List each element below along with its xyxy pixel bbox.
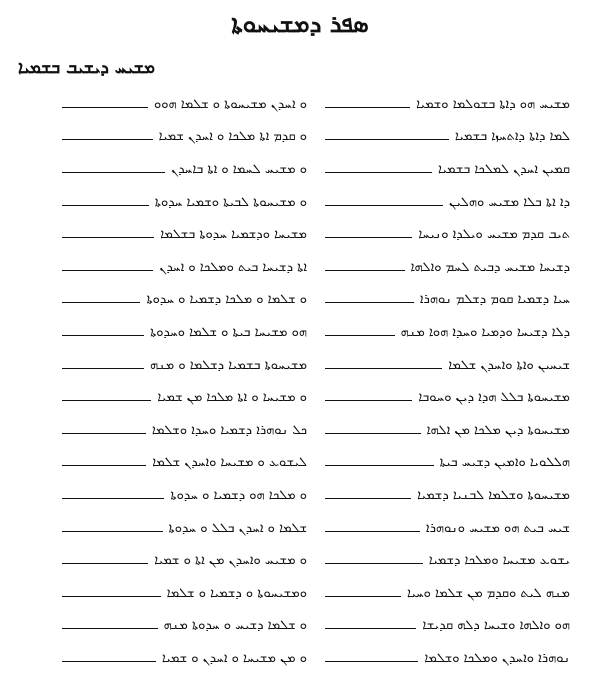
line-extension — [325, 661, 418, 662]
line-extension — [325, 172, 432, 173]
verse-text: ܩܡܝܢ ܐܚܕܢ ܠܡܠܟܐ ܒܫܡܝܐ — [438, 161, 570, 177]
verse-text: ܝܫܘܥ ܡܫܝܚܐ ܘܡܠܟܐ ܕܫܡܝܐ — [428, 553, 570, 569]
verse-text: ܠܝܫܘܥ ܘ ܡܫܝܚܐ ܘܐܚܕܢ ܫܠܡܐ — [152, 455, 307, 471]
line-extension — [325, 368, 442, 369]
verse-text: ܘ ܐܚܕܢ ܡܫܝܚܘܬܐ ܘ ܫܠܡܐ ܗܘܘ — [153, 96, 307, 112]
verse-text: ܗܠܠܘܝܐ ܘܐܡܝܢ ܕܫܝܚ ܒܝܬܐ — [439, 455, 570, 471]
verse-text: ܡܫܝܚܘܬܐ ܕܝܢ ܡܠܟܐ ܡܢ ܐܠܗܐ — [426, 422, 570, 438]
verse-line — [325, 479, 570, 512]
line-extension — [62, 465, 146, 466]
line-extension — [62, 596, 161, 597]
verse-text: ܡܫܝܚܘܬܐ ܘܫܠܡܐ ܠܒܢܝܐ ܕܫܡܝܐ — [417, 487, 570, 503]
verse-line — [325, 544, 570, 577]
verse-line — [62, 153, 307, 186]
verse-line — [325, 88, 570, 121]
line-extension — [62, 433, 146, 434]
verse-text: ܗܘ ܡܫܝܚܐ ܒܝܬܐ ܘ ܫܠܡܐ ܘܚܕܘܬܐ — [150, 324, 307, 340]
verse-line — [62, 121, 307, 154]
verse-line — [62, 186, 307, 219]
verse-line — [325, 642, 570, 675]
verse-text: ܢܘܗܪܐ ܘܐܚܕܢ ܘܡܠܟܐ ܘܫܠܡܐ — [424, 650, 570, 666]
line-extension — [62, 270, 153, 271]
line-extension — [325, 335, 395, 336]
line-extension — [325, 531, 420, 532]
verse-line — [62, 642, 307, 675]
line-extension — [325, 139, 449, 140]
verse-line — [325, 186, 570, 219]
verse-text: ܘ ܡܫܝܚ ܘܐܚܕܢ ܡܢ ܐܬܐ ܘ ܫܡܝܐ — [154, 553, 307, 569]
verse-text: ܘ ܩܕܡ ܐܬܐ ܡܠܟܐ ܘ ܐܚܕܢ ܫܡܝܐ — [158, 129, 307, 145]
line-extension — [325, 270, 405, 271]
line-extension — [62, 172, 165, 173]
verse-text: ܬܝܒ ܩܕܡ ܡܫܝܚ ܘܝܠܕܐ ܘܢܝܚܐ — [418, 227, 570, 243]
line-extension — [62, 400, 151, 401]
verse-text: ܟܠ ܢܘܗܪܐ ܕܫܡܝܐ ܘܚܕܐ ܘܫܠܡܐ — [151, 422, 307, 438]
verse-line — [62, 218, 307, 251]
line-extension — [325, 302, 414, 303]
verse-text: ܡܫܝܚ ܗܘ ܕܐܬܐ ܒܫܘܠܡܐ ܘܫܡܝܐ — [416, 96, 570, 112]
verse-line — [62, 577, 307, 610]
verse-text: ܘ ܡܠܟܐ ܗܘ ܕܫܡܝܐ ܘ ܚܕܘܬܐ — [170, 487, 307, 503]
verse-line — [325, 316, 570, 349]
verse-line — [62, 479, 307, 512]
verse-text: ܘ ܡܫܝܚ ܠܚܡܐ ܘ ܐܬܐ ܒܐܚܕܢ — [171, 161, 307, 177]
line-extension — [62, 531, 163, 532]
verse-column-right — [325, 88, 570, 675]
line-extension — [325, 433, 421, 434]
verse-column-left — [62, 88, 307, 675]
line-extension — [62, 139, 153, 140]
verse-line — [325, 577, 570, 610]
verse-line — [62, 88, 307, 121]
line-extension — [325, 563, 423, 564]
verse-line — [62, 447, 307, 480]
verse-line — [325, 610, 570, 643]
verse-text: ܕܠܐ ܕܫܝܚܐ ܘܕܡܝܐ ܘܚܕܐ ܗܘܐ ܡܢܗ — [400, 324, 570, 340]
verse-line — [62, 544, 307, 577]
verse-text: ܡܢܗ ܠܝܬ ܘܩܕܡ ܡܢ ܫܠܡܐ ܘܚܝܐ — [407, 585, 570, 601]
line-extension — [325, 628, 416, 629]
verse-text: ܐܬܐ ܕܫܝܚܐ ܒܝܬ ܘܡܠܟܐ ܘ ܐܚܕܢ — [159, 259, 307, 275]
verse-text: ܕܐ ܐܬܐ ܒܠܐ ܡܫܝܚ ܘܗܠܝܢ — [449, 194, 570, 210]
verse-text: ܘ ܡܫܝܚܘܬܐ ܠܒܝܬܐ ܘܫܡܝܐ ܚܕܘܬܐ — [154, 194, 307, 210]
verse-text: ܫܝܚܝܢ ܘܐܬܐ ܘܐܚܕܢ ܫܠܡܐ — [448, 357, 570, 373]
verse-line — [325, 153, 570, 186]
verse-text: ܘ ܡܫܝܚܐ ܘ ܐܬܐ ܡܠܟܐ ܡܢ ܫܡܝܐ — [157, 390, 307, 406]
verse-line — [62, 284, 307, 317]
verse-line — [62, 349, 307, 382]
verse-text: ܠܡܐ ܕܐܬܐ ܕܐܬܚܙܐ ܒܫܡܝܐ — [454, 129, 570, 145]
line-extension — [62, 661, 156, 662]
verse-line — [325, 121, 570, 154]
line-extension — [62, 628, 158, 629]
verse-line — [62, 512, 307, 545]
line-extension — [62, 205, 149, 206]
line-extension — [325, 465, 434, 466]
verse-line — [62, 251, 307, 284]
line-extension — [62, 368, 144, 369]
verse-text: ܫܠܡܐ ܘ ܐܚܕܢ ܒܠܠ ܘ ܚܕܘܬܐ — [168, 520, 307, 536]
line-extension — [62, 237, 154, 238]
verse-line — [62, 414, 307, 447]
verse-line — [325, 381, 570, 414]
verse-text: ܗܘ ܘܐܠܗܐ ܘܫܝܚܐ ܕܠܗ ܩܕܝܫܐ — [422, 618, 570, 634]
verse-text: ܡܫܝܚܘܬܐ ܒܠܠ ܗܕܐ ܕܝܢ ܘܚܘܒܐ — [418, 390, 570, 406]
line-extension — [62, 498, 164, 499]
verse-text: ܕܫܝܚܐ ܡܫܝܚ ܕܒܝܬ ܠܚܡ ܘܐܠܗܐ — [410, 259, 570, 275]
verse-text: ܚܝܐ ܕܫܡܝܐ ܩܘܡ ܕܫܠܡ ܢܘܗܪܐ — [419, 292, 570, 308]
verse-text: ܡܫܝܚܐ ܘܕܫܡܝܐ ܚܕܘܬܐ ܒܫܠܡܐ — [160, 227, 307, 243]
line-extension — [325, 205, 443, 206]
line-extension — [325, 596, 401, 597]
verse-text: ܘ ܫܠܡܐ ܘ ܡܠܟܐ ܕܫܡܝܐ ܘ ܚܕܘܬܐ — [146, 292, 307, 308]
line-extension — [62, 302, 140, 303]
verse-text: ܫܝܚ ܒܝܬ ܗܘ ܡܫܝܚ ܘܢܘܗܪܐ — [425, 520, 570, 536]
line-extension — [325, 400, 412, 401]
verse-line — [325, 447, 570, 480]
line-extension — [62, 107, 148, 108]
verse-line — [325, 218, 570, 251]
line-extension — [325, 237, 412, 238]
verse-line — [62, 610, 307, 643]
line-extension — [325, 107, 410, 108]
section-heading: ܡܫܝܚ ܕܝܫܝܒ ܒܫܡܝܐ — [18, 58, 155, 78]
verse-text: ܘ ܡܢ ܡܫܝܚܐ ܘ ܐܚܕܢ ܘ ܫܡܝܐ — [161, 650, 307, 666]
verse-line — [62, 381, 307, 414]
line-extension — [62, 335, 144, 336]
verse-line — [325, 512, 570, 545]
verse-line — [325, 414, 570, 447]
verse-text: ܘܡܫܝܚܘܬܐ ܘ ܕܫܡܝܐ ܘ ܫܠܡܐ — [166, 585, 307, 601]
verse-line — [325, 284, 570, 317]
verse-text: ܘ ܫܠܡܐ ܕܫܝܚ ܘ ܚܕܘܬܐ ܡܢܗ — [163, 618, 307, 634]
verse-line — [325, 251, 570, 284]
document-title: ܣܦܪ ܕܡܫܝܚܘܬܐ — [231, 10, 369, 38]
line-extension — [325, 498, 411, 499]
verse-text: ܡܫܝܚܘܬܐ ܒܫܡܝܐ ܕܫܠܡܐ ܘ ܡܢܗ — [150, 357, 307, 373]
verse-line — [325, 349, 570, 382]
line-extension — [62, 563, 148, 564]
verse-line — [62, 316, 307, 349]
